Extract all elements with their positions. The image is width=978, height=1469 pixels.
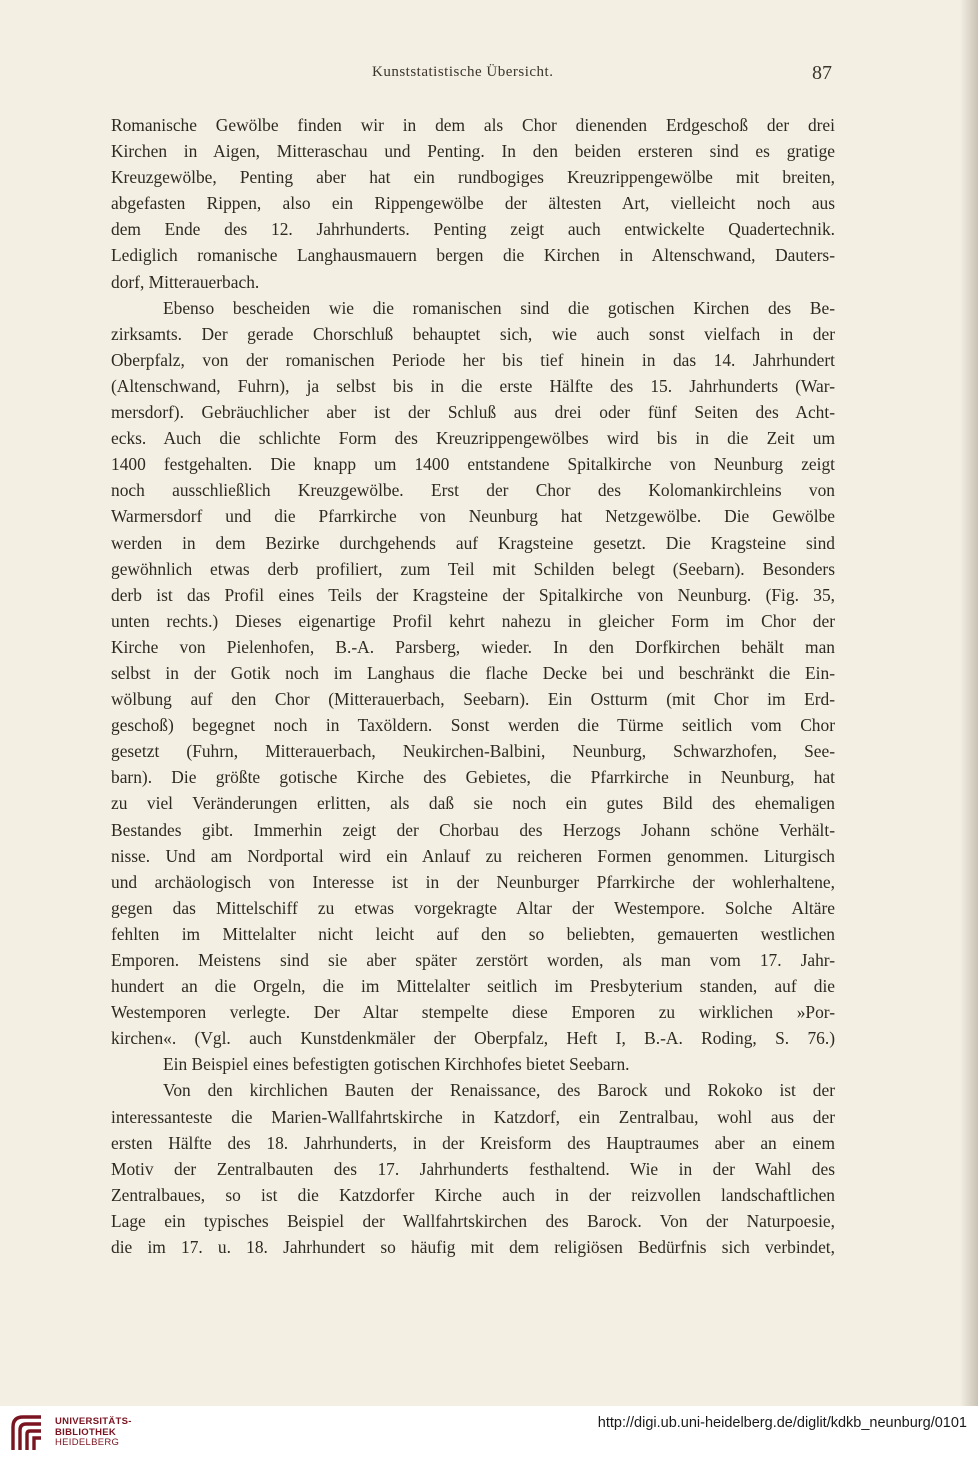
footer-bar (0, 1406, 978, 1469)
text-line: Lediglich romanische Langhausmauern bergen die Kirchen in Altenschwand, Dauters- (111, 245, 835, 266)
text-line: ersten Hälfte des 18. Jahrhunderts, in der Kreisform des Hauptraumes aber an einem (111, 1132, 835, 1153)
text-line: die im 17. u. 18. Jahrhundert so häufig mit dem religiösen Bedürfnis sich verbindet, (111, 1237, 835, 1258)
page-edge-shadow (960, 0, 978, 1406)
text-line: dorf, Mitterauerbach. (111, 271, 260, 292)
text-line: Oberpfalz, von der romanischen Periode her bis tief hinein in das 14. Jahrhundert (111, 349, 835, 370)
text-line: Kirche von Pielenhofen, B.-A. Parsberg, wieder. In den Dorfkirchen behält man (111, 636, 835, 657)
text-line: Zentralbaues, so ist die Katzdorfer Kirche auch in der reizvollen landschaftlichen (111, 1184, 835, 1205)
text-line: unten rechts.) Dieses eigenartige Profil kehrt nahezu in gleicher Form im Chor der (111, 610, 835, 631)
text-line: wölbung auf den Chor (Mitterauerbach, Seebarn). Ein Ostturm (mit Chor im Erd- (111, 689, 835, 710)
text-line: Kirchen in Aigen, Mitteraschau und Penting. In den beiden ersteren sind es gratige (111, 141, 835, 162)
text-line: geschoß) begegnet noch in Taxöldern. Sonst werden die Türme seitlich vom Chor (111, 715, 835, 736)
text-line: barn). Die größte gotische Kirche des Gebietes, die Pfarrkirche in Neunburg, hat (111, 767, 835, 788)
text-line: fehlten im Mittelalter nicht leicht auf den so beliebten, gemauerten westlichen (111, 923, 835, 944)
text-line: zu viel Veränderungen erlitten, als daß sie noch ein gutes Bild des ehemaligen (111, 793, 835, 814)
text-line: Von den kirchlichen Bauten der Renaissance, des Barock und Rokoko ist der (163, 1080, 835, 1101)
text-line: gesetzt (Fuhrn, Mitterauerbach, Neukirchen-Balbini, Neunburg, Schwarzhofen, See- (111, 741, 835, 762)
text-line: Romanische Gewölbe finden wir in dem als Chor dienenden Erdgeschoß der drei (111, 115, 835, 135)
text-line: Emporen. Meistens sind sie aber später zerstört worden, als man vom 17. Jahr- (111, 950, 835, 970)
text-line: interessanteste die Marien-Wallfahrtskirche in Katzdorf, ein Zentralbau, wohl aus der (111, 1106, 835, 1127)
text-line: noch ausschließlich Kreuzgewölbe. Erst der Chor des Kolomankirchleins von (111, 480, 835, 501)
text-line: gegen das Mittelschiff zu etwas vorgekragte Altar der Westempore. Solche Altäre (111, 897, 835, 918)
text-line: 1400 festgehalten. Die knapp um 1400 entstandene Spitalkirche von Neunburg zeigt (111, 454, 835, 475)
text-line: hundert an die Orgeln, die im Mittelalter seitlich im Presbyterium standen, auf die (111, 976, 835, 997)
library-name-line-2: BIBLIOTHEK (55, 1426, 117, 1438)
text-line: abgefasten Rippen, also ein Rippengewölbe der ältesten Art, vielleicht noch aus (111, 193, 835, 214)
library-name-line-3: HEIDELBERG (55, 1437, 120, 1448)
text-line: ecks. Auch die schlichte Form des Kreuzrippengewölbes wird bis in die Zeit um (111, 428, 835, 449)
text-line: nisse. Und am Nordportal wird ein Anlauf zu reicheren Formen genommen. Liturgisch (111, 845, 835, 866)
text-line: derb ist das Profil eines Teils der Kragsteine der Spitalkirche von Neunburg. (Fig. 35, (111, 584, 835, 605)
library-name-line-1: UNIVERSITÄTS- (55, 1416, 132, 1427)
text-line: Bestandes gibt. Immerhin zeigt der Chorbau des Herzogs Johann schöne Verhält- (111, 819, 835, 840)
text-line: (Altenschwand, Fuhrn), ja selbst bis in die erste Hälfte des 15. Jahrhunderts (War- (111, 375, 835, 396)
text-line: Warmersdorf und die Pfarrkirche von Neunburg hat Netzgewölbe. Die Gewölbe (111, 506, 835, 527)
text-line: Ein Beispiel eines befestigten gotischen Kirchhofes bietet Seebarn. (163, 1054, 630, 1075)
text-line: und archäologisch von Interesse ist in der Neunburger Pfarrkirche der wohlerhaltene, (111, 871, 835, 892)
page-number: 87 (812, 62, 832, 84)
text-line: dem Ende des 12. Jahrhunderts. Penting zeigt auch entwickelte Quadertechnik. (111, 219, 835, 240)
running-title: Kunststatistische Übersicht. (372, 64, 554, 80)
text-line: Lage ein typisches Beispiel der Wallfahrtskirchen des Barock. Von der Naturpoesie, (111, 1210, 835, 1231)
text-line: Westemporen verlegte. Der Altar stempelte diese Emporen zu wirklichen »Por- (111, 1002, 835, 1023)
text-line: zirksamts. Der gerade Chorschluß behauptet sich, wie auch sonst vielfach in der (111, 323, 835, 344)
text-line: gewöhnlich etwas derb profiliert, zum Teil mit Schilden belegt (Seebarn). Besonders (111, 558, 835, 579)
text-line: Ebenso bescheiden wie die romanischen sind die gotischen Kirchen des Be- (163, 297, 835, 318)
text-line: Kreuzgewölbe, Penting aber hat ein rundbogiges Kreuzrippengewölbe mit breiten, (111, 167, 835, 188)
text-line: kirchen«. (Vgl. auch Kunstdenkmäler der Oberpfalz, Heft I, B.-A. Roding, S. 76.) (111, 1028, 835, 1049)
text-line: Motiv der Zentralbauten des 17. Jahrhunderts festhaltend. Wie in der Wahl des (111, 1158, 835, 1179)
ub-heidelberg-logo-icon (10, 1414, 44, 1452)
library-name (55, 1417, 132, 1449)
text-line: mersdorf). Gebräuchlicher aber ist der Schluß aus drei oder fünf Seiten des Acht- (111, 402, 835, 423)
text-line: selbst in der Gotik noch im Langhaus die flache Decke bei und beschränkt die Ein- (111, 662, 835, 683)
body-text (111, 112, 835, 1260)
source-url[interactable]: http://digi.ub.uni-heidelberg.de/diglit/kdkb_neunburg/0101 (597, 1415, 967, 1431)
text-line: werden in dem Bezirke durchgehends auf Kragsteine gesetzt. Die Kragsteine sind (111, 532, 835, 553)
